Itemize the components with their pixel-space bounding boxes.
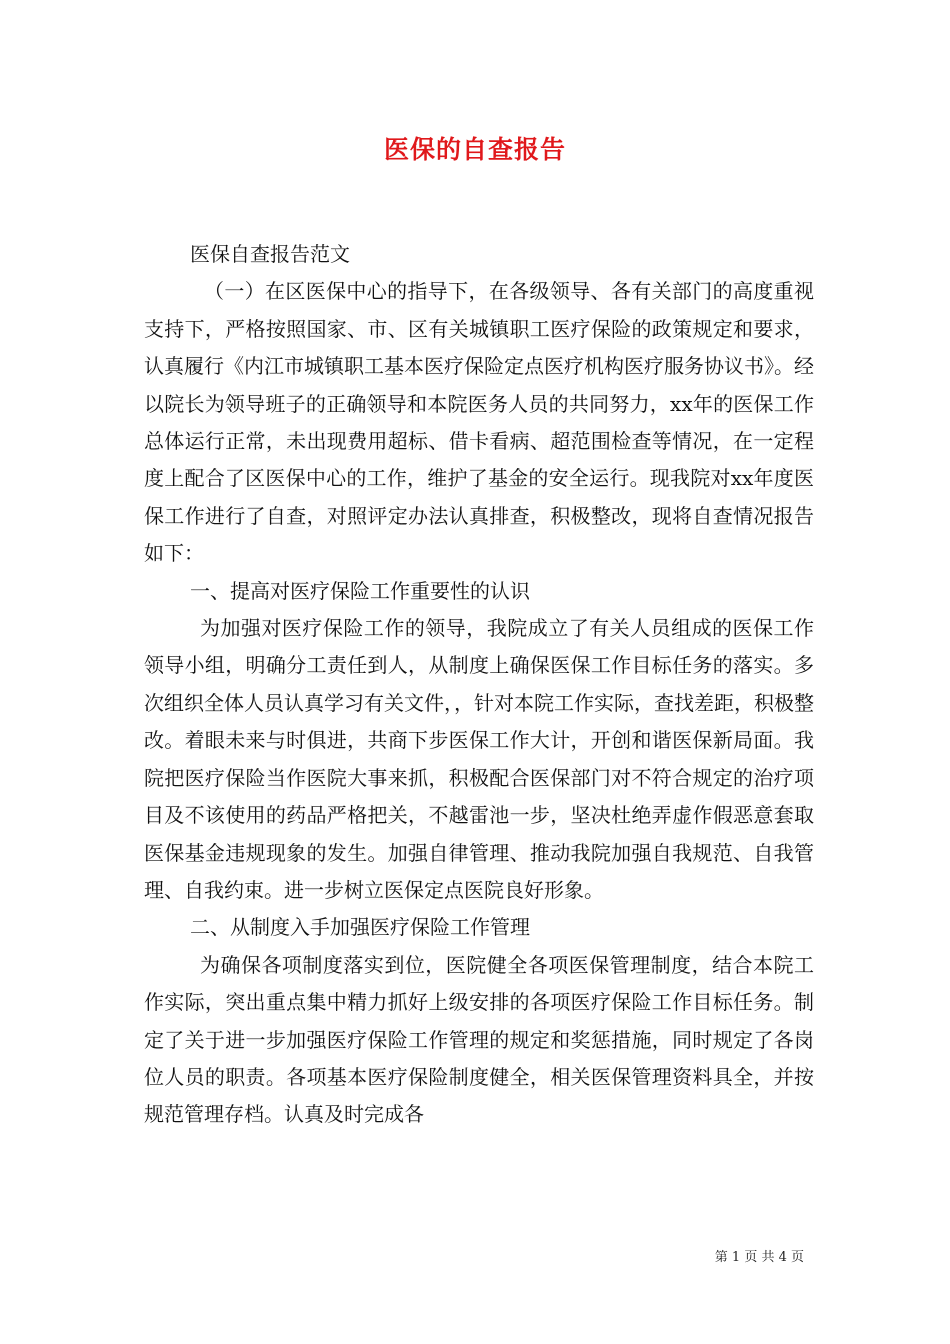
section-heading-2: 二、从制度入手加强医疗保险工作管理 xyxy=(190,915,530,940)
section-heading-1: 一、提高对医疗保险工作重要性的认识 xyxy=(190,578,530,603)
paragraph-subtitle: 医保自查报告范文 xyxy=(190,242,350,266)
document-title: 医保的自查报告 xyxy=(383,135,566,164)
document-body xyxy=(144,236,814,1134)
paragraph-section-1: 为加强对医疗保险工作的领导，我院成立了有关人员组成的医保工作领导小组，明确分工责任到人，从制度上确保医保工作目标任务的落实。多次组织全体人员认真学习有关文件，，针对本院工作实际，查找差距，积极整改。着眼未来与时俱进，共商下步医保工作大计，开创和谐医保新局面。我院把医疗保险当作医院大事来抓，积极配合医保部门对不符合规定的治疗项目及不该使用的药品严格把关，不越雷池一步，坚决杜绝弄虚作假恶意套取医保基金违规现象的发生。加强自律管理、推动我院加强自我规范、自我管理、自我约束。进一步树立医保定点医院良好形象。 xyxy=(144,616,814,902)
paragraph-section-2: 为确保各项制度落实到位，医院健全各项医保管理制度，结合本院工作实际，突出重点集中精力抓好上级安排的各项医疗保险工作目标任务。制定了关于进一步加强医疗保险工作管理的规定和奖惩措施，同时规定了各岗位人员的职责。各项基本医疗保险制度健全，相关医保管理资料具全，并按规范管理存档。认真及时完成各 xyxy=(144,952,814,1127)
paragraph-intro: （一）在区医保中心的指导下，在各级领导、各有关部门的高度重视支持下，严格按照国家、市、区有关城镇职工医疗保险的政策规定和要求，认真履行《内江市城镇职工基本医疗保险定点医疗机构医疗服务协议书》。经以院长为领导班子的正确领导和本院医务人员的共同努力，xx年的医保工作总体运行正常，未出现费用超标、借卡看病、超范围检查等情况，在一定程度上配合了区医保中心的工作，维护了基金的安全运行。现我院对xx年度医保工作进行了自查，对照评定办法认真排查，积极整改，现将自查情况报告如下： xyxy=(144,279,814,566)
page-number: 第 1 页 共 4 页 xyxy=(714,1250,804,1265)
